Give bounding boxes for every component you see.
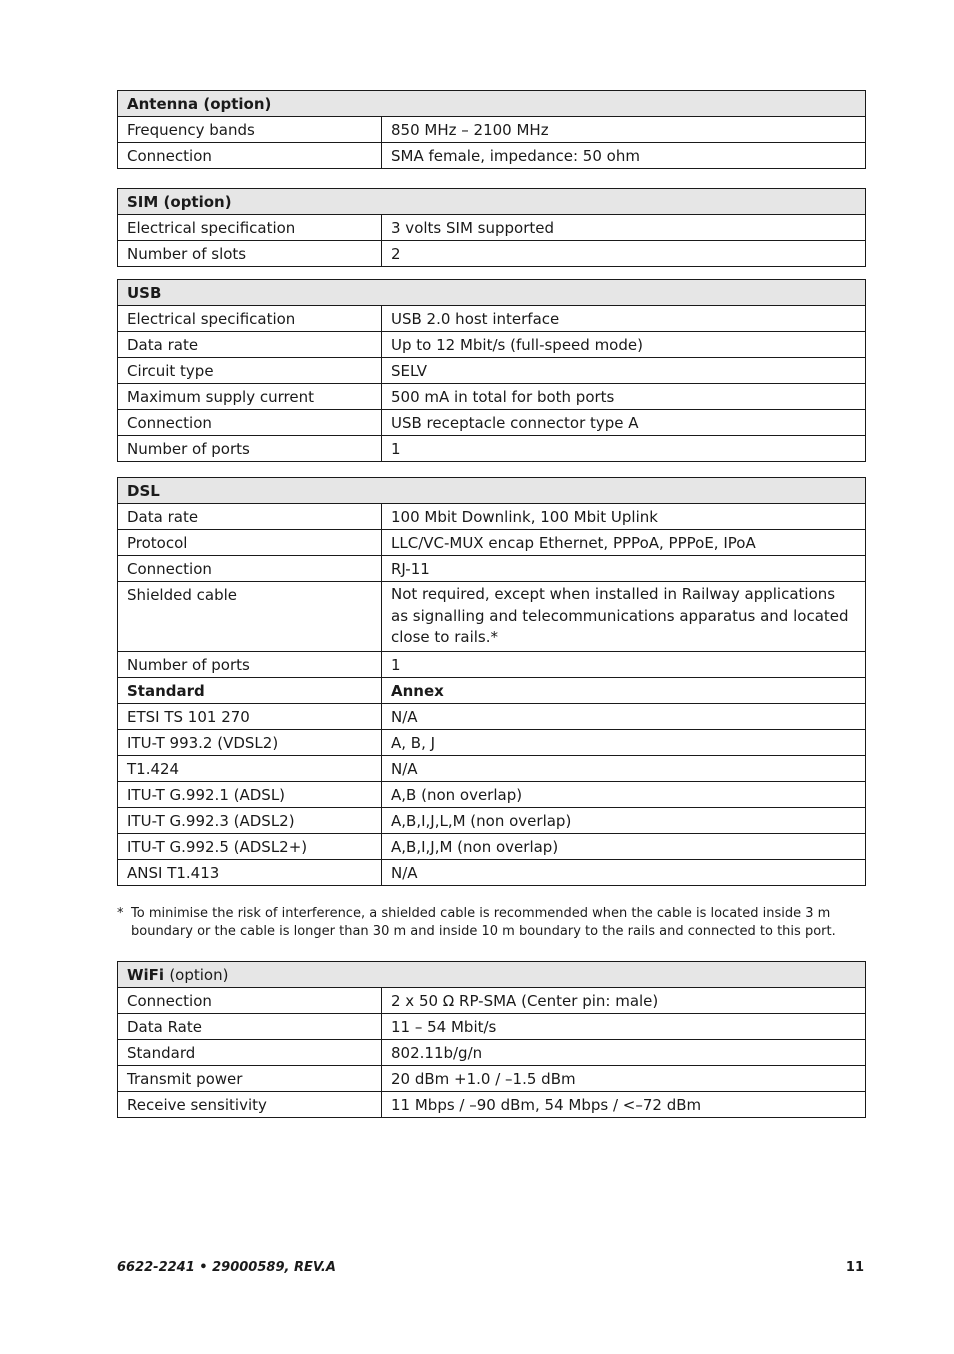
spec-value: 3 volts SIM supported [382, 215, 866, 241]
annex-value: N/A [382, 859, 866, 885]
table-row [118, 241, 866, 267]
spec-value: SMA female, impedance: 50 ohm [382, 143, 866, 169]
annex-value: A,B,I,J,L,M (non overlap) [382, 807, 866, 833]
annex-value: N/A [382, 703, 866, 729]
spec-label: Connection [118, 410, 382, 436]
annex-value: A, B, J [382, 729, 866, 755]
spec-label: Connection [118, 988, 382, 1014]
table-row [118, 833, 866, 859]
table-row [118, 729, 866, 755]
spec-value: 500 mA in total for both ports [382, 384, 866, 410]
page-number: 11 [845, 1260, 864, 1275]
spec-label: Electrical specification [118, 306, 382, 332]
spec-label: Number of ports [118, 436, 382, 462]
spec-value: RJ-11 [382, 556, 866, 582]
table-row [118, 436, 866, 462]
table-row [118, 504, 866, 530]
standard-name: ITU-T G.992.3 (ADSL2) [118, 807, 382, 833]
table-row [118, 859, 866, 885]
table-row [118, 582, 866, 652]
table-row [118, 358, 866, 384]
standard-name: ANSI T1.413 [118, 859, 382, 885]
spec-value: Not required, except when installed in Railway applications as signalling and telecommunications apparatus and located close to rails.* [382, 582, 866, 652]
spec-label: Data Rate [118, 1014, 382, 1040]
table-row [118, 703, 866, 729]
table-row [118, 556, 866, 582]
footnote-text: To minimise the risk of interference, a shielded cable is recommended when the cable is located inside 3 m boundary or the cable is longer than 30 m and inside 10 m boundary to the rails and connected to this port. [131, 906, 836, 939]
annex-column-header: Annex [382, 677, 866, 703]
spec-value: 1 [382, 436, 866, 462]
table-row [118, 143, 866, 169]
spec-value: 1 [382, 651, 866, 677]
table-row [118, 1092, 866, 1118]
standard-name: ITU-T 993.2 (VDSL2) [118, 729, 382, 755]
table-row [118, 988, 866, 1014]
standard-name: ITU-T G.992.1 (ADSL) [118, 781, 382, 807]
table-row [118, 410, 866, 436]
spec-label: Number of slots [118, 241, 382, 267]
spec-value: Up to 12 Mbit/s (full-speed mode) [382, 332, 866, 358]
spec-label: Number of ports [118, 651, 382, 677]
wifi-table [117, 961, 866, 1118]
spec-label: Protocol [118, 530, 382, 556]
spec-value: 850 MHz – 2100 MHz [382, 117, 866, 143]
table-row [118, 332, 866, 358]
usb-section-title: USB [118, 280, 866, 306]
standard-name: T1.424 [118, 755, 382, 781]
spec-label: Connection [118, 556, 382, 582]
table-row [118, 306, 866, 332]
dsl-section-title: DSL [118, 478, 866, 504]
spec-value: USB receptacle connector type A [382, 410, 866, 436]
antenna-section-title: Antenna (option) [118, 91, 866, 117]
table-row [118, 117, 866, 143]
spec-value: 2 x 50 Ω RP-SMA (Center pin: male) [382, 988, 866, 1014]
standard-column-header: Standard [118, 677, 382, 703]
table-row [118, 1040, 866, 1066]
table-row [118, 755, 866, 781]
spec-label: Frequency bands [118, 117, 382, 143]
spec-value: SELV [382, 358, 866, 384]
dsl-table [117, 477, 866, 886]
spec-value: LLC/VC-MUX encap Ethernet, PPPoA, PPPoE, IPoA [382, 530, 866, 556]
wifi-section-title [118, 962, 866, 988]
spec-label: Transmit power [118, 1066, 382, 1092]
standard-name: ITU-T G.992.5 (ADSL2+) [118, 833, 382, 859]
spec-label: Data rate [118, 332, 382, 358]
sim-table [117, 188, 866, 267]
spec-value: 11 Mbps / –90 dBm, 54 Mbps / <–72 dBm [382, 1092, 866, 1118]
spec-label: Circuit type [118, 358, 382, 384]
wifi-title: WiFi [127, 966, 165, 984]
spec-label: Shielded cable [118, 582, 382, 652]
spec-value: USB 2.0 host interface [382, 306, 866, 332]
table-row [118, 781, 866, 807]
spec-label: Electrical specification [118, 215, 382, 241]
spec-value: 11 – 54 Mbit/s [382, 1014, 866, 1040]
spec-value: 2 [382, 241, 866, 267]
spec-label: Connection [118, 143, 382, 169]
table-row [118, 1014, 866, 1040]
table-row [118, 1066, 866, 1092]
standard-name: ETSI TS 101 270 [118, 703, 382, 729]
antenna-table [117, 90, 866, 169]
footnote-marker: * [117, 906, 124, 921]
spec-label: Standard [118, 1040, 382, 1066]
spec-value: 100 Mbit Downlink, 100 Mbit Uplink [382, 504, 866, 530]
footnote [117, 905, 857, 941]
spec-value: 20 dBm +1.0 / –1.5 dBm [382, 1066, 866, 1092]
annex-value: A,B,I,J,M (non overlap) [382, 833, 866, 859]
wifi-title-suffix: (option) [169, 966, 229, 984]
sim-section-title: SIM (option) [118, 189, 866, 215]
table-row [118, 530, 866, 556]
table-row [118, 807, 866, 833]
table-row [118, 215, 866, 241]
annex-value: A,B (non overlap) [382, 781, 866, 807]
spec-label: Receive sensitivity [118, 1092, 382, 1118]
table-row [118, 384, 866, 410]
usb-table [117, 279, 866, 462]
document-id: 6622-2241 • 29000589, REV.A [117, 1260, 336, 1275]
annex-value: N/A [382, 755, 866, 781]
spec-value: 802.11b/g/n [382, 1040, 866, 1066]
standard-header-row [118, 677, 866, 703]
spec-label: Data rate [118, 504, 382, 530]
table-row [118, 651, 866, 677]
spec-label: Maximum supply current [118, 384, 382, 410]
